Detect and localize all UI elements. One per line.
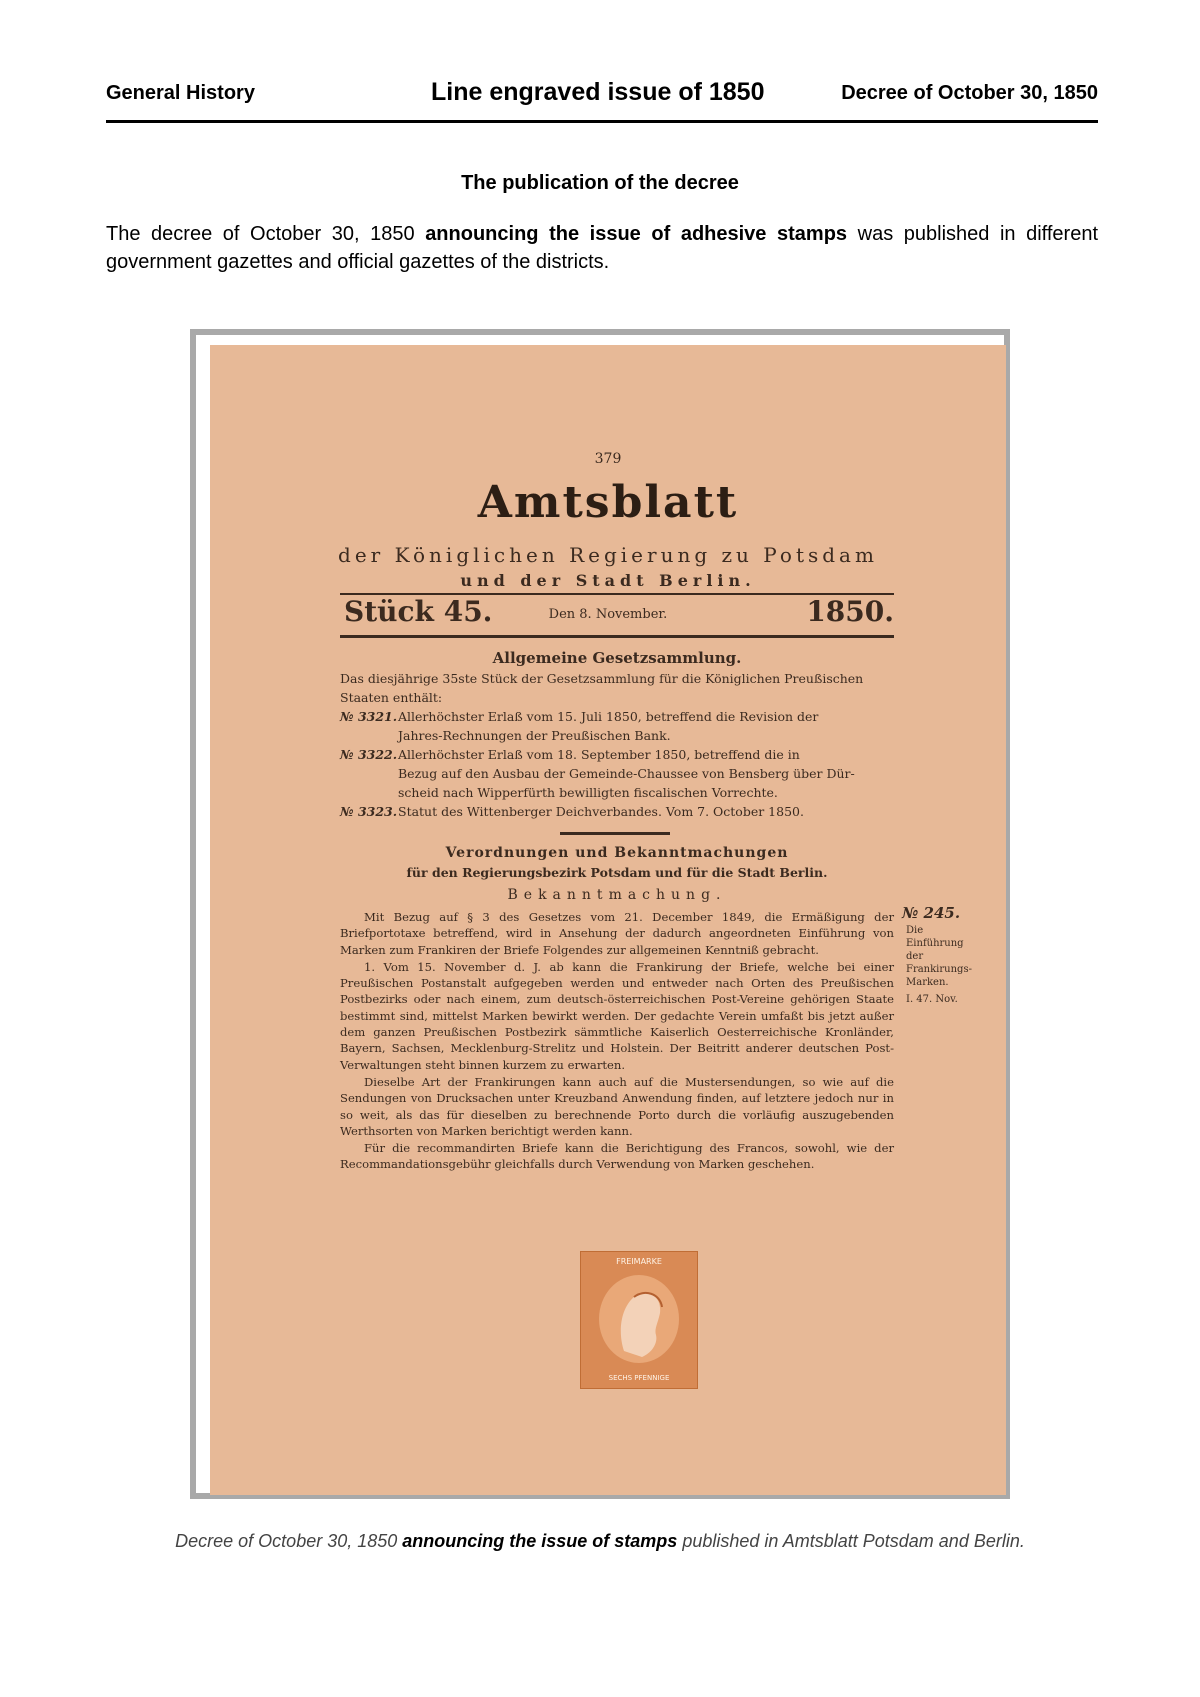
gazette-section-2-title: Verordnungen und Bekanntmachungen (445, 845, 789, 861)
caption-text-bold: announcing the issue of stamps (402, 1531, 678, 1551)
gazette-announcement-heading: Bekanntmachung. (507, 887, 727, 903)
header-title: Line engraved issue of 1850 (431, 78, 765, 106)
margin-number: № 245. (902, 904, 961, 922)
gazette-entry-line: Jahres-Rechnungen der Preußischen Bank. (398, 728, 671, 743)
gazette-title: Amtsblatt (477, 477, 739, 528)
entry-number: № 3323. (340, 804, 398, 819)
gazette-subtitle-2: und der Stadt Berlin. (460, 571, 756, 590)
figure-caption (0, 1531, 1200, 1552)
gazette-entries (340, 707, 894, 821)
gazette-paragraph: Für die recommandirten Briefe kann die Berichtigung des Francos, sowohl, wie der Recommandationsgebühr gleichfalls durch Verwendung von Marken geschehen. (340, 1141, 894, 1172)
gazette-date: Den 8. November. (548, 607, 668, 622)
stamp-bottom-label: SECHS PFENNIGE (608, 1374, 670, 1382)
intro-text-bold: announcing the issue of adhesive stamps (425, 223, 848, 245)
gazette-paragraph: 1. Vom 15. November d. J. ab kann die Frankirung der Briefe, welche bei einer Preußischen Postanstalt aufgegeben werden und entweder nach Orten des Preußischen Postbezirks oder nach einem, zum deutsch-österreichischen Post-Vereine gehörigen Staate bestimmt sind, mittelst Marken bewirkt werden. Der gedachte Verein umfaßt bis jetzt außer dem ganzen Preußischen Postbezirk sämmtliche Kaiserlich Oesterreichische Kronländer, Bayern, Sachsen, Mecklenburg-Strelitz und Holstein. Der Beitritt anderer deutschen Post-Verwaltungen steht binnen kurzem zu erwarten. (340, 959, 894, 1072)
intro-text-1: The decree of October 30, 1850 (106, 223, 426, 245)
gazette-paragraph: Mit Bezug auf § 3 des Gesetzes vom 21. December 1849, die Ermäßigung der Briefportotaxe betreffend, wird in Ansehung der dadurch angeordneten Einführung von Marken zum Frankiren der Briefe Folgendes zur allgemeinen Kenntniß gebracht. (340, 910, 894, 957)
gazette-paragraph: Dieselbe Art der Frankirungen kann auch auf die Mustersendungen, so wie auf die Sendungen von Drucksachen unter Kreuzband Anwendung finden, auf letztere jedoch nur in so weit, als das für dieselben zu berechnende Porto durch die vorläufig auszugebenden Werthsorten von Marken berichtigt werden kann. (340, 1074, 894, 1138)
margin-reference: I. 47. Nov. (906, 994, 958, 1005)
gazette-intro-line: Das diesjährige 35ste Stück der Gesetzsammlung für die Königlichen Preußischen (340, 671, 864, 686)
page-header (106, 78, 1098, 112)
stamp-image (580, 1251, 698, 1389)
intro-paragraph (106, 220, 1098, 276)
gazette-section-2-subtitle: für den Regierungsbezirk Potsdam und für die Stadt Berlin. (406, 865, 828, 880)
gazette-issue: Stück 45. (344, 595, 493, 628)
gazette-entry (340, 745, 894, 764)
margin-text: Die Einführung der Frankirungs-Marken. (906, 925, 972, 988)
caption-text-1: Decree of October 30, 1850 (175, 1531, 403, 1551)
caption-text-2: published in Amtsblatt Potsdam and Berlin. (677, 1531, 1025, 1551)
header-category: General History (106, 82, 255, 104)
gazette-entry-line: scheid nach Wipperfürth bewilligten fiscalischen Vorrechte. (398, 785, 778, 800)
stamp-portrait-icon (594, 1273, 684, 1365)
intro-text-2: was published in different government gazettes and official gazettes of the districts. (106, 223, 1099, 273)
header-subject: Decree of October 30, 1850 (841, 82, 1098, 104)
gazette-year: 1850. (806, 595, 894, 628)
gazette-sheet (210, 345, 1006, 1495)
header-rule (106, 120, 1098, 123)
entry-number: № 3321. (340, 709, 398, 724)
gazette-section-1-intro (340, 669, 894, 707)
stamp-top-label: FREIMARKE (616, 1257, 662, 1266)
entry-text: Statut des Wittenberger Deichverbandes. Vom 7. October 1850. (398, 804, 804, 819)
gazette-body (340, 909, 894, 1174)
entry-text: Allerhöchster Erlaß vom 15. Juli 1850, betreffend die Revision der (398, 709, 819, 724)
gazette-intro-line: Staaten enthält: (340, 690, 443, 705)
entry-number: № 3322. (340, 747, 398, 762)
gazette-page-number: 379 (594, 451, 622, 467)
section-title: The publication of the decree (461, 172, 739, 194)
gazette-margin-note (902, 904, 998, 1006)
gazette-entry-line: Bezug auf den Ausbau der Gemeinde-Chaussee von Bensberg über Dür- (398, 766, 855, 781)
gazette-rule-bottom (340, 635, 894, 638)
document-image-frame (190, 329, 1010, 1499)
gazette-entry (340, 802, 894, 821)
gazette-entry (340, 707, 894, 726)
gazette-section-1-title: Allgemeine Gesetzsammlung. (492, 649, 742, 667)
entry-text: Allerhöchster Erlaß vom 18. September 1850, betreffend die in (398, 747, 800, 762)
gazette-divider (560, 832, 670, 835)
gazette-subtitle: der Königlichen Regierung zu Potsdam (338, 543, 878, 567)
